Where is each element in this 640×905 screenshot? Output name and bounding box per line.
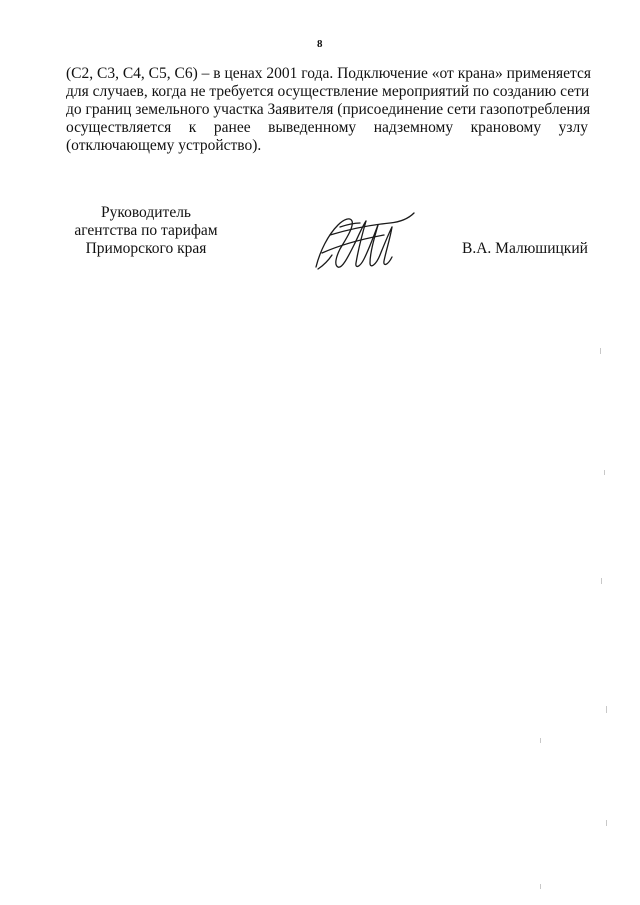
scan-artifact: [600, 348, 601, 354]
handwritten-signature: [310, 205, 420, 277]
signatory-title: [66, 204, 226, 258]
scan-artifact: [606, 820, 607, 826]
body-line: (отключающему устройство).: [66, 137, 262, 154]
body-line: до границ земельного участка Заявителя (присоединение сети газопотребления: [66, 101, 591, 118]
scan-artifact: [601, 578, 602, 584]
scan-artifact: [540, 884, 541, 889]
scan-artifact: [604, 470, 605, 475]
signatory-name: В.А. Малюшицкий: [462, 240, 588, 257]
body-line: для случаев, когда не требуется осуществление мероприятий по созданию сети: [66, 83, 590, 100]
page-number: 8: [317, 38, 323, 50]
scan-artifact: [540, 738, 541, 743]
signatory-title-line: Приморского края: [85, 240, 207, 257]
signatory-title-line: Руководитель: [100, 204, 192, 221]
body-paragraph: [66, 65, 591, 155]
body-line: (С2, С3, С4, С5, С6) – в ценах 2001 года. Подключение «от крана» применяется: [66, 65, 591, 82]
body-line: осуществляется к ранее выведенному надземному крановому узлу: [66, 119, 588, 136]
scan-artifact: [606, 706, 607, 713]
signatory-title-line: агентства по тарифам: [74, 222, 218, 239]
